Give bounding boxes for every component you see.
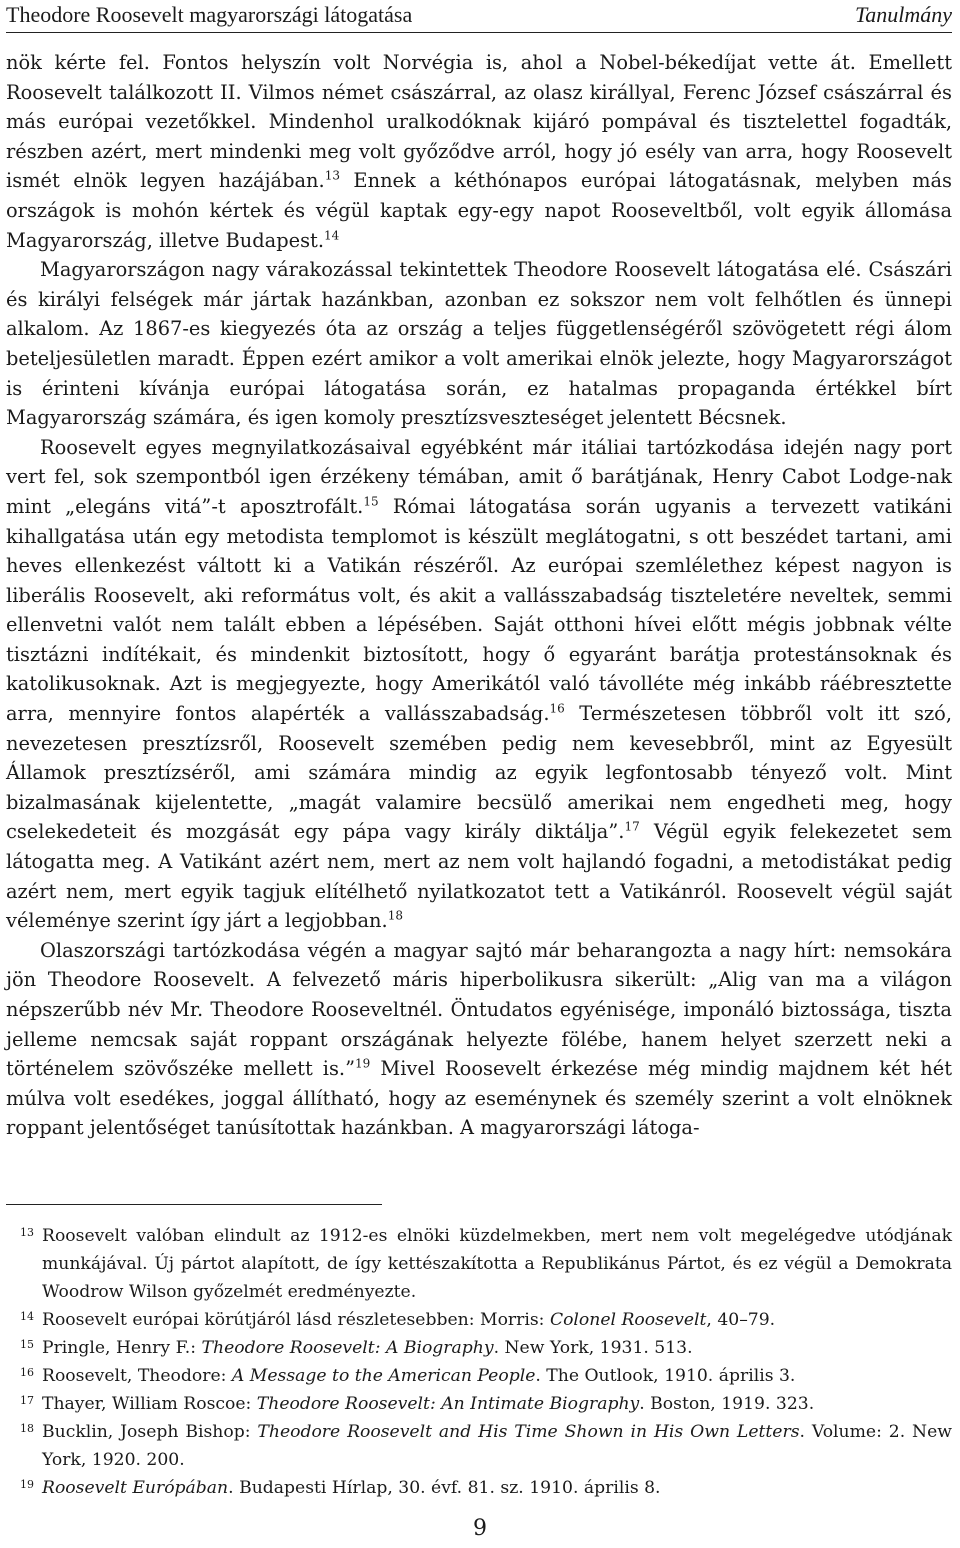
italic-title: Colonel Roosevelt <box>549 1310 707 1330</box>
text-run: Roosevelt valóban elindult az 1912-es elnöki küzdelmekben, mert nem volt megelégedve utódjának munkájával. Új pártot alapított, de így kettészakította a Republikánus Pártot, és ez végül a Demokrata Woodrow Wilson győzelmét eredményezte. <box>42 1226 952 1302</box>
text-run: Thayer, William Roscoe: <box>42 1394 257 1414</box>
footnote-reference: 17 <box>624 819 640 834</box>
footnote-reference: 13 <box>324 168 340 183</box>
footnote-number: 14 <box>20 1310 34 1323</box>
running-header-title: Theodore Roosevelt magyarországi látogatása <box>6 2 413 27</box>
footnote-17 <box>6 1390 952 1418</box>
running-header-section-label: Tanulmány <box>855 2 952 27</box>
page-number: 9 <box>473 1516 487 1541</box>
italic-title: A Message to the American People <box>231 1366 536 1386</box>
italic-title: Theodore Roosevelt and His Time Shown in His Own Letters <box>257 1422 800 1442</box>
text-run: , 40–79. <box>706 1310 776 1330</box>
footnote-number: 15 <box>20 1338 34 1351</box>
text-run: Pringle, Henry F.: <box>42 1338 202 1358</box>
text-run: Természetesen többről volt itt szó, nevezetesen presztízsről, Roosevelt szemében pedig nem kevesebbről, mint az Egyesült Államok presztízséről, ami számára mindig az egyik legfontosabb tényező volt. Mint bizalmasának kijelentette, „magát valamire becsülő amerikai nem engedheti meg, hogy cselekedeteit és mozgását egy pápa vagy király diktálja”. <box>6 702 952 844</box>
text-run: Mivel Roosevelt érkezése még mindig majdnem két hét múlva volt esedékes, joggal állítható, hogy az eseménynek és személy szerint a volt elnöknek roppant jelentőséget tanúsítottak hazánkban. A magyarországi látoga- <box>6 1057 952 1140</box>
footnote-reference: 14 <box>324 228 340 243</box>
footnote-13 <box>6 1222 952 1306</box>
footnote-reference: 15 <box>363 494 379 509</box>
running-header <box>6 0 952 33</box>
italic-title: Theodore Roosevelt: An Intimate Biography <box>256 1394 640 1414</box>
footnote-reference: 19 <box>355 1056 371 1071</box>
text-run: . The Outlook, 1910. április 3. <box>535 1366 796 1386</box>
footnote-number: 16 <box>20 1366 34 1379</box>
text-run: . Budapesti Hírlap, 30. évf. 81. sz. 1910. április 8. <box>228 1478 661 1498</box>
text-run: Magyarországon nagy várakozással tekintettek Theodore Roosevelt látogatása elé. Császári és királyi felségek már jártak hazánkban, azonban ez sokszor nem volt felhőtlen és ünnepi alkalom. Az 1867-es kiegyezés óta az ország a teljes függetlenségéről szövögetett régi álom beteljesületlen maradt. Éppen ezért amikor a volt amerikai elnök jelezte, hogy Magyarországot is érinteni kívánja európai látogatása során, ez hatalmas propaganda értékkel bírt Magyarország számára, és igen komoly presztízsveszteséget jelentett Bécsnek. <box>6 258 952 430</box>
text-run: Roosevelt európai körútjáról lásd részletesebben: Morris: <box>42 1310 550 1330</box>
footnote-18 <box>6 1418 952 1474</box>
footnote-16 <box>6 1362 952 1390</box>
body-paragraph <box>6 936 952 1143</box>
italic-title: Roosevelt Európában <box>42 1478 229 1498</box>
text-run: . Volume: 2. New York, 1920. 200. <box>42 1422 952 1470</box>
text-run: nök kérte fel. Fontos helyszín volt Norvégia is, ahol a Nobel-békedíjat vette át. Emellett Roosevelt találkozott II. Vilmos német császárral, az olasz királlyal, Ferenc József császárral és más európai vezetőkkel. Mindenhol uralkodóknak kijáró pompával és tisztelettel fogadták, részben azért, mert mindenki meg volt győződve arról, hogy jó esély van arra, hogy Roosevelt ismét elnök legyen hazájában. <box>6 51 952 193</box>
text-run: Roosevelt egyes megnyilatkozásaival egyébként már itáliai tartózkodása idején nagy port vert fel, sok szempontból igen érzékeny témában, amit ő barátjának, Henry Cabot Lodge-nak mint „elegáns vitá”-t aposztrofált. <box>6 435 952 518</box>
footnote-number: 19 <box>20 1478 34 1491</box>
body-paragraph <box>6 255 952 433</box>
body-paragraph <box>6 48 952 255</box>
footnote-number: 17 <box>20 1394 34 1407</box>
text-run: Ennek a kéthónapos európai látogatásnak, melyben más országok is mohón kértek és végül kaptak egy-egy napot Rooseveltből, volt egyik állomása Magyarország, illetve Budapest. <box>6 169 952 252</box>
footnotes <box>6 1222 952 1502</box>
footnote-separator <box>6 1204 382 1205</box>
footnote-reference: 16 <box>549 701 565 716</box>
italic-title: Theodore Roosevelt: A Biography <box>201 1338 494 1358</box>
footnote-15 <box>6 1334 952 1362</box>
text-run: Bucklin, Joseph Bishop: <box>42 1422 258 1442</box>
body-paragraph <box>6 433 952 936</box>
text-run: Római látogatása során ugyanis a tervezett vatikáni kihallgatása után egy metodista templomot is készült meglátogatni, s ott beszédet tartani, ami heves ellenkezést váltott ki a Vatikán részéről. Az európai szemlélethez képest nagyon is liberális Roosevelt, aki református volt, és akit a vallásszabadság tiszteletére neveltek, semmi ellenvetni valót nem talált ebben a lépésében. Saját otthoni hívei előtt mégis jobbnak vélte tisztázni indítékait, és mindenkit biztosított, hogy ő egyaránt barátja protestánsoknak és katolikusoknak. Azt is megjegyezte, hogy Amerikától való távolléte még inkább ráébresztette arra, mennyire fontos alapérték a vallásszabadság. <box>6 494 952 726</box>
text-run: . New York, 1931. 513. <box>493 1338 693 1358</box>
text-run: Olaszországi tartózkodása végén a magyar sajtó már beharangozta a nagy hírt: nemsokára jön Theodore Roosevelt. A felvezető máris hiperbolikusra sikerült: „Alig van ma a világon népszerűbb név Mr. Theodore Rooseveltnél. Öntudatos egyénisége, imponáló biztossága, tiszta jelleme nemcsak saját roppant országának helyezte fölébe, hanem helyet szerzett neki a történelem szövőszéke mellett is.” <box>6 938 952 1081</box>
text-run: Végül egyik felekezetet sem látogatta meg. A Vatikánt azért nem, mert az nem volt hajlandó fogadni, a metodistákat pedig azért nem, mert egyik tagjuk elítélhető nyilatkozatot tett a Vatikánról. Roosevelt végül saját véleménye szerint így járt a legjobban. <box>6 820 952 933</box>
main-text <box>6 48 952 1143</box>
footnote-reference: 18 <box>387 908 403 923</box>
footnote-number: 13 <box>20 1226 34 1239</box>
footnote-19 <box>6 1474 952 1502</box>
footnote-14 <box>6 1306 952 1334</box>
text-run: . Boston, 1919. 323. <box>639 1394 815 1414</box>
footnote-number: 18 <box>20 1422 34 1435</box>
text-run: Roosevelt, Theodore: <box>42 1366 232 1386</box>
